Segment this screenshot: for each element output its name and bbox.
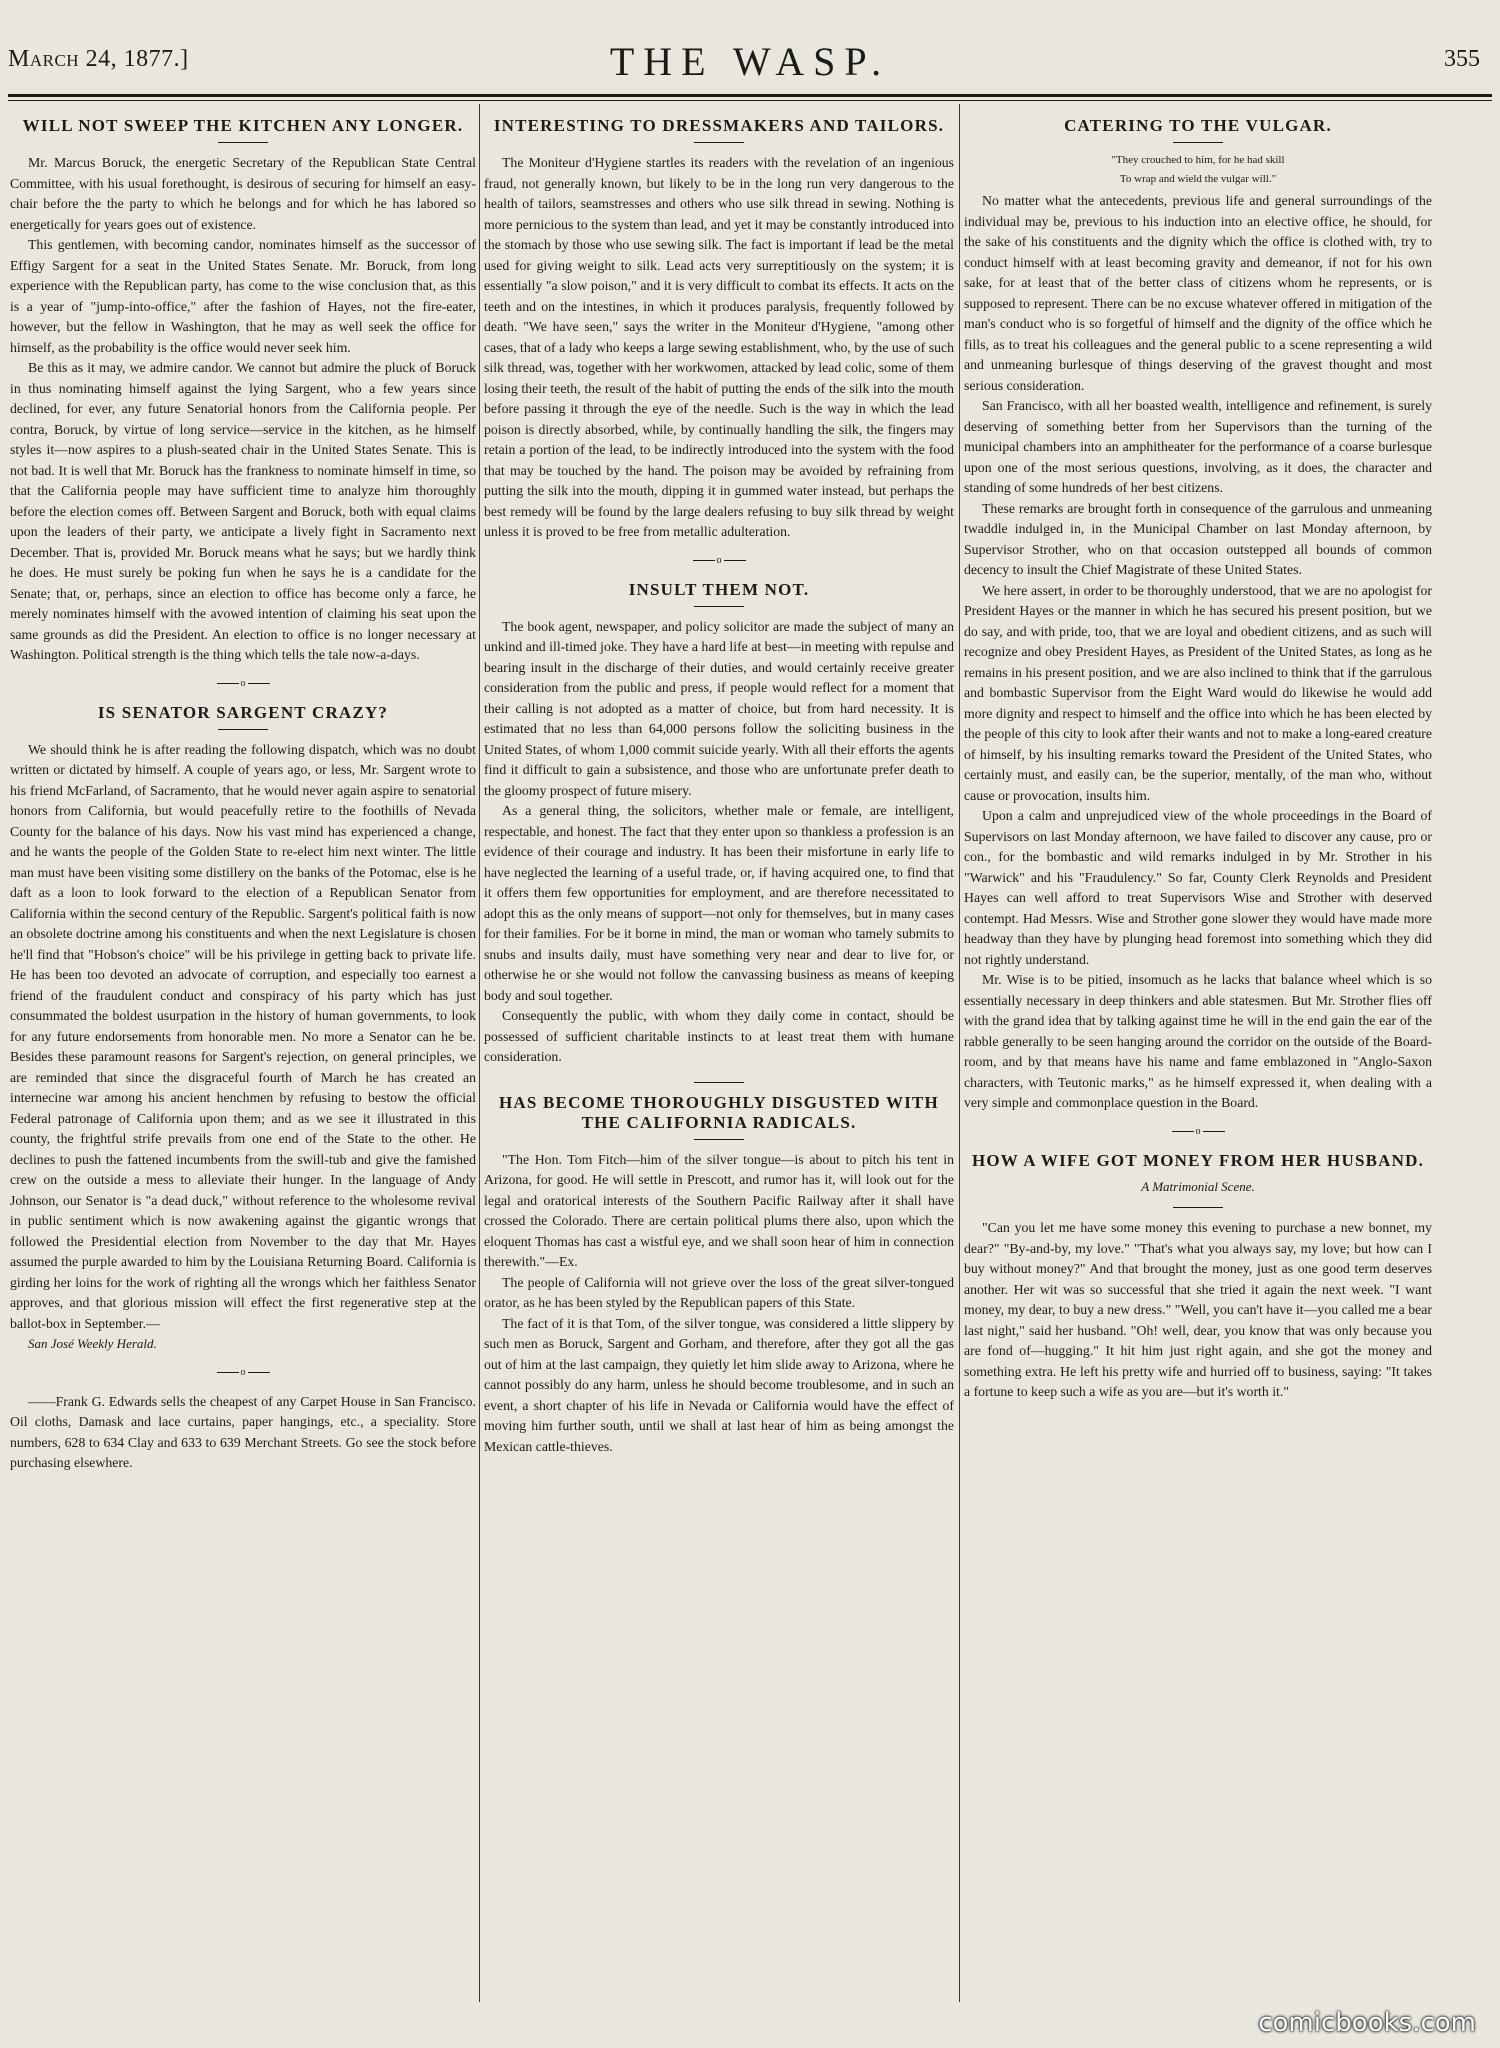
article-paragraph: The Moniteur d'Hygiene startles its readers with the revelation of an ingenious fraud, not generally known, but likely to be in the long run very dangerous to the health of tailors, seamstresses and others who use silk thread in sewing. Nothing is more pernicious to the system than lead, and yet it may be constantly introduced into the stomach by those who use sewing silk. The fact is important if lead be the metal used for giving weight to silk. Lead acts very surreptitiously on the system; it is essentially "a slow poison," and it is very difficult to combat its effects. It acts on the teeth and on the intestines, in which it produces paralysis, frequently followed by death. "We have seen," says the writer in the Moniteur d'Hygiene, "among other cases, that of a lady who keeps a large sewing establishment, who, by the use of such silk thread, was, together with her workwomen, attacked by lead colic, some of them losing their teeth, the result of the habit of putting the ends of the silk into the mouth before passing it through the eye of the needle. Such is the way in which the lead poison is directly absorbed, while, by continually handling the silk, the fingers may retain a portion of the lead, to be indirectly introduced into the system with the food that may be touched by the hand. The poison may be avoided by refraining from putting the silk into the mouth, dipping it in gummed water instead, but perhaps the best remedy will be found by the large dealers refusing to buy silk thread by weight unless it is proved to be free from metallic adulteration.: [484, 155, 954, 539]
article-headline: WILL NOT SWEEP THE KITCHEN ANY LONGER.: [22, 116, 464, 135]
section-separator: o: [484, 555, 954, 566]
advertisement: ——Frank G. Edwards sells the cheapest of any Carpet House in San Francisco. Oil cloths, Damask and lace curtains, paper hangings, etc., a speciality. Store numbers, 628 to 634 Clay and 633 to 639 Merchant Streets. Go see the stock before purchasing elsewhere.: [10, 1393, 476, 1470]
section-separator: o: [10, 678, 476, 689]
headline-rule: [694, 1139, 744, 1140]
article-paragraph: San Francisco, with all her boasted wealth, intelligence and refinement, is surely deserving of something better from her Supervisors than the turning of the municipal chambers into an amphitheater for the performance of a coarse burlesque upon one of the most serious questions, involving, as it does, the character and standing of some hundreds of her best citizens.: [964, 398, 1432, 495]
column-left: [10, 112, 476, 2002]
epigraph-line: To wrap and wield the vulgar will.": [1119, 173, 1277, 185]
article-paragraph: "The Hon. Tom Fitch—him of the silver tongue—is about to pitch his tent in Arizona, for good. He will settle in Prescott, and rumor has it, will look out for the legal and oratorical interests of the Southern Pacific Railway after it shall have crossed the Colorado. There are certain political plums there also, upon which the eloquent Thomas has cast a wistful eye, and we shall soon hear of him in connection therewith."—Ex.: [484, 1151, 954, 1269]
article-paragraph: This gentlemen, with becoming candor, nominates himself as the successor of Effigy Sargent for a seat in the United States Senate. Mr. Boruck, from long experience with the Republican party, has come to the wise conclusion that, as this is a year of "jump-into-office," after the fashion of Hayes, not the fire-eater, however, but the fellow in Washington, that he may as well seek the office for himself, as the probability is the office would never seek him.: [10, 237, 476, 355]
issue-date: March 24, 1877.]: [8, 46, 189, 72]
masthead-rule: [8, 94, 1492, 97]
article-paragraph: The people of California will not grieve over the loss of the great silver-tongued orator, as he has been styled by the Republican papers of this State.: [484, 1274, 954, 1310]
headline-rule: [1173, 1207, 1223, 1208]
article-headline: HAS BECOME THOROUGHLY DISGUSTED WITH THE CALIFORNIA RADICALS.: [499, 1092, 939, 1132]
article-headline: INSULT THEM NOT.: [628, 579, 810, 599]
article-paragraph: No matter what the antecedents, previous life and general surroundings of the individual may be, previous to his induction into an elective office, he should, for the sake of his constituents and the dignity which the office is clothed with, try to conduct himself with at least becoming gravity and demeanor, if not for his own sake, for at least that of the better class of citizens whom he represents, or is supposed to represent. There can be no excuse whatever offered in mitigation of the man's conduct who is so forgetful of himself and the dignity of the office which he fills, as to treat his colleagues and the general public to a scene representing a wild and unmeaning burlesque of things deserving of the gravest thought and most serious consideration.: [964, 193, 1432, 393]
article-paragraph: We here assert, in order to be thoroughly understood, that we are no apologist for President Hayes or the manner in which he has secured his present position, but we do say, and with pride, too, that we are loyal and obedient citizens, and as such will recognize and obey President Hayes, as President of the United States, as long as he remains in his present position, and we are also inclined to think that if the garrulous and bombastic Supervisor from the Eight Ward would do likewise he would add more dignity and respect to himself and the office into which he has been elected by the people of this city to look after their wants and not to make a long-eared creature of himself, by his insulting remarks toward the President of the United States, who certainly must, and easily can, be the superior, mentally, of the man who, without cause or provocation, insults him.: [964, 582, 1432, 803]
newspaper-title: THE WASP.: [609, 39, 891, 84]
article-headline: IS SENATOR SARGENT CRAZY?: [97, 702, 389, 722]
section-separator: o: [964, 1126, 1432, 1137]
headline-rule: [218, 142, 268, 143]
article-paragraph: Consequently the public, with whom they daily come in contact, should be possessed of sufficient charitable instincts to at least treat them with humane consideration.: [484, 1008, 954, 1064]
article-paragraph: Upon a calm and unprejudiced view of the whole proceedings in the Board of Supervisors on last Monday afternoon, we have failed to discover any cause, pro or con., for the bombastic and wild remarks indulged in by Mr. Strother in his "Warwick" and his "Fraudulency." So far, County Clerk Reynolds and President Hayes can well afford to treat Supervisors Wise and Strother with deserved contempt. Had Messrs. Wise and Strother gone slower they would have made more headway than they have by plunging head foremost into something which they did not rightly understand.: [964, 808, 1432, 967]
article-paragraph: Be this as it may, we admire candor. We cannot but admire the pluck of Boruck in thus nominating himself against the lying Sargent, who a few years since declined, for ever, any future Senatorial honors from the California people. Per contra, Boruck, by virtue of long service—service in the kitchen, as he himself styles it—now aspires to a plush-seated chair in the United States Senate. This is not bad. It is well that Mr. Boruck has the frankness to nominate himself in time, so that the California people may have sufficient time to analyze him thoroughly before the election comes off. Between Sargent and Boruck, both with equal claims upon the leaders of their party, we anticipate a lively fight in Sacramento next December. That is, provided Mr. Boruck means what he says; but we hardly think he does. He must surely be poking fun when he says he is a candidate for the Senate; that, or, perhaps, since an election to office has become only a farce, he merely nominates himself with the avowed intention of claiming his seat upon the same grounds as did the President. An election to office is no longer necessary at Washington. Political strength is the thing which tells the tale now-a-days.: [10, 360, 476, 662]
section-separator: [694, 1082, 744, 1083]
article-paragraph: These remarks are brought forth in consequence of the garrulous and unmeaning twaddle indulged in, in the Municipal Chamber on last Monday afternoon, by Supervisor Strother, who on that occasion outstepped all bounds of common decency to insult the Chief Magistrate of these United States.: [964, 500, 1432, 577]
article-paragraph: "Can you let me have some money this evening to purchase a new bonnet, my dear?" "By-and-by, my love." "That's what you always say, my love; but how can I buy without money?" And that brought the money, just as one good term deserves another. Her wit was so successful that she tried it again the next week. "I want money, my dear, to buy a new dress." "Well, you can't have it—you called me a bear last night," said her husband. "Oh! well, dear, you know that was only because you are fond of—hugging." It hit him just right again, and she got the money and something extra. He left his pretty wife and hurried off to business, saying: "It takes a fortune to keep such a wife as you are—but it's worth it.": [964, 1220, 1432, 1399]
headline-rule: [694, 606, 744, 607]
column-divider: [959, 104, 960, 2002]
article-paragraph: Mr. Wise is to be pitied, insomuch as he lacks that balance wheel which is so essentially necessary in deep thinkers and able statesmen. But Mr. Strother flies off with the grand idea that by talking against time he will in the end gain the ear of the rabble generally to be seen hanging around the corridor on the outside of the Board-room, and by that means have his name and fame emblazoned in "Anglo-Saxon characters, with Teutonic marks," as he himself expressed it, when dealing with a very simple and commonplace question in the Board.: [964, 972, 1432, 1110]
article-headline: HOW A WIFE GOT MONEY FROM HER HUSBAND.: [971, 1150, 1425, 1170]
article-headline: INTERESTING TO DRESSMAKERS AND TAILORS.: [493, 116, 945, 135]
column-center: [484, 112, 954, 2002]
article-paragraph: We should think he is after reading the following dispatch, which was no doubt written or dictated by himself. A couple of years ago, or less, Mr. Sargent wrote to his friend McFarland, of Sacramento, that he would never again aspire to senatorial honors from California, but would peacefully retire to the foothills of Nevada County for the balance of his days. Now his vast mind has experienced a change, and he wants the people of the Golden State to re-elect him next winter. The little man must have been visiting some distillery on the banks of the Potomac, else is he daft as a loon to look forward to the election of a Republican Senator from California within the second century of the Republic. Sargent's political faith is now an obsolete doctrine among his constituents and when the next Legislature is chosen he'll find that "Hobson's choice" will be his privilege in getting back to private life. He has been too devoted an advocate of corruption, and especially too earnest a friend of the fraudulent conduct and conspiracy of his party which has just consummated the boldest usurpation in the history of human governments, to look for any future endorsements from honorable men. No more a Senator can he be. Besides these paramount reasons for Sargent's rejection, on general principles, we are reminded that since the disgraceful fourth of March he has created an internecine war among his ancient henchmen by refusing to bestow the official Federal patronage of California upon them; and as we see it illustrated in this county, the frightful strife prevails from one end of the State to the other. He declines to push the fattened incumbents from the swill-tub and give the famished crew on the outside a mess to alleviate their hunger. In the language of Andy Johnson, our Senator is "a dead duck," without reference to the wholesome revival in public sentiment which is now awakening against the gigantic wrongs that followed the Presidential election from November to the day that Mr. Hayes assumed the purple awarded to him by the Louisiana Returning Board. California is girding her loins for the work of righting all the wrongs which her faithless Senator approves, and that glorious mission will effect the first regenerative step at the ballot-box in September.—: [10, 741, 476, 1331]
headline-rule: [218, 729, 268, 730]
column-right: [964, 112, 1432, 2002]
article-paragraph: The book agent, newspaper, and policy solicitor are made the subject of many an unkind and ill-timed joke. They have a hard life at best—in meeting with repulse and bearing insult in the discharge of their duties, and would certainly receive greater consideration from the public and press, if people would reflect for a moment that their calling is not adopted as a matter of choice, but from hard necessity. It is estimated that no less than 64,000 persons follow the soliciting business in the United States, of whom 1,000 commit suicide yearly. With all their efforts the agents find it difficult to gain a subsistence, and those who are unfortunate prefer death to the gloomy prospect of future misery.: [484, 618, 954, 798]
masthead: [8, 38, 1492, 88]
watermark: comicbooks.com: [1258, 2008, 1476, 2038]
article-paragraph: The fact of it is that Tom, of the silver tongue, was considered a little slippery by such men as Boruck, Sargent and Gorham, and therefore, after they got all the gas out of him at the last campaign, they quietly let him slide away to Arizona, where he cannot possibly do any harm, unless he should become troublesome, and in such an event, a short chapter of his life in Nevada or California would have the effect of moving him further south, until we shall at last hear of him as being amongst the Mexican cattle-thieves.: [484, 1315, 954, 1454]
article-paragraph: Mr. Marcus Boruck, the energetic Secretary of the Republican State Central Committee, with his usual forethought, is desirous of securing for himself an easy-chair before the the party to which he belongs and for which he has labored so energetically for years goes out of existence.: [10, 155, 476, 232]
epigraph-line: "They crouched to him, for he had skill: [1111, 154, 1285, 166]
article-source: San José Weekly Herald.: [28, 1336, 157, 1351]
article-subtitle: A Matrimonial Scene.: [1141, 1178, 1255, 1194]
masthead-rule-thin: [8, 100, 1492, 101]
section-separator: o: [10, 1367, 476, 1378]
article-paragraph: As a general thing, the solicitors, whether male or female, are intelligent, respectable, and honest. The fact that they enter upon so thankless a profession is an evidence of their courage and industry. It has been their misfortune in early life to have neglected the learning of a useful trade, or, if having acquired one, to find that it offers them few opportunities for employment, and are therefore necessitated to adopt this as the only means of support—not only for themselves, but in many cases for their families. For be it borne in mind, the man or woman who tamely submits to snubs and insults daily, must have something very near and dear to live for, or otherwise he or she would not follow the canvassing business as means of keeping body and soul together.: [484, 803, 954, 1003]
article-headline: CATERING TO THE VULGAR.: [1064, 116, 1332, 135]
column-divider: [479, 104, 480, 2002]
page-number: 355: [1444, 46, 1480, 72]
headline-rule: [694, 142, 744, 143]
headline-rule: [1173, 142, 1223, 143]
